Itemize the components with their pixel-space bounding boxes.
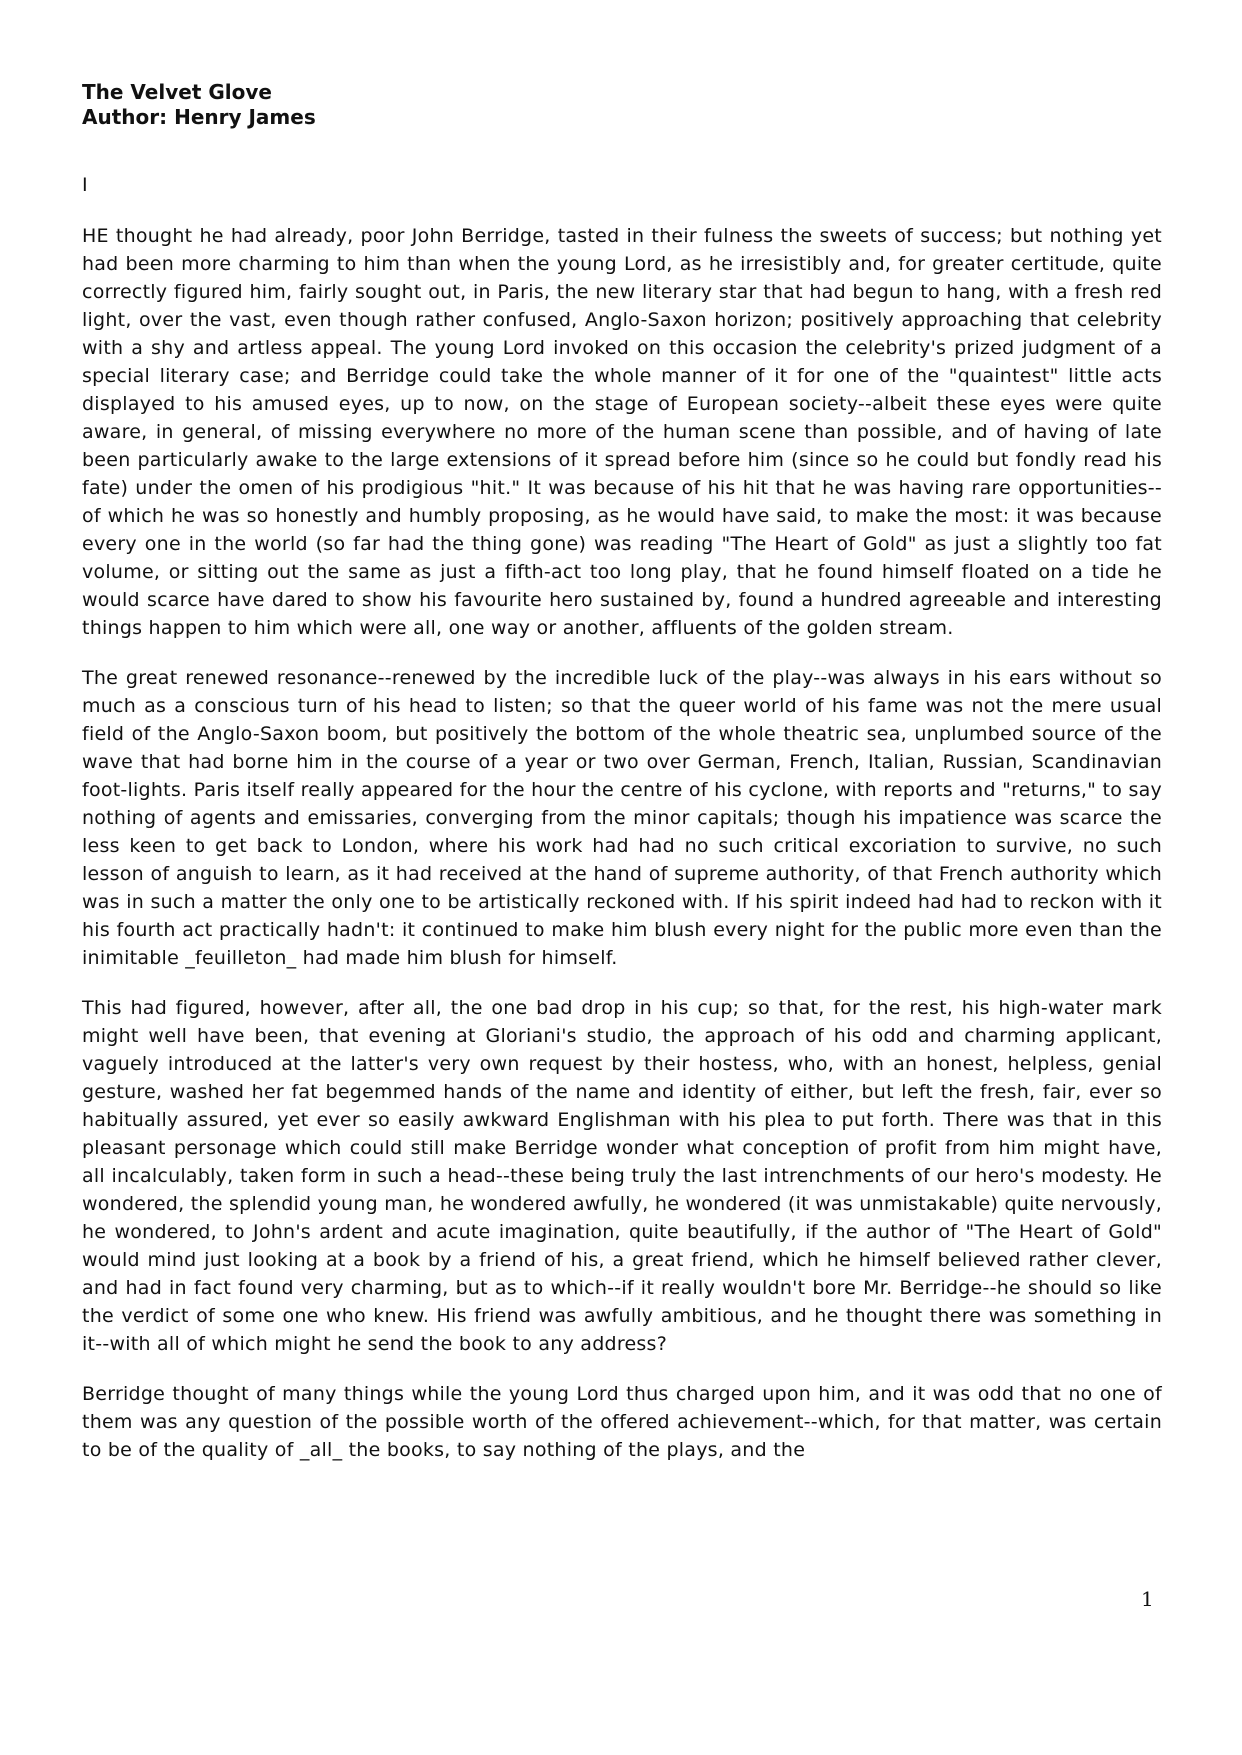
document-page: [82, 80, 1162, 1461]
paragraph: HE thought he had already, poor John Berridge, tasted in their fulness the sweets of success; but nothing yet had been more charming to him than when the young Lord, as he irresistibly and, for greater certitude, quite correctly figured him, fairly sought out, in Paris, the new literary star that had begun to hang, with a fresh red light, over the vast, even though rather confused, Anglo-Saxon horizon; positively approaching that celebrity with a shy and artless appeal. The young Lord invoked on this occasion the celebrity's prized judgment of a special literary case; and Berridge could take the whole manner of it for one of the "quaintest" little acts displayed to his amused eyes, up to now, on the stage of European society--albeit these eyes were quite aware, in general, of missing everywhere no more of the human scene than possible, and of having of late been particularly awake to the large extensions of it spread before him (since so he could but fondly read his fate) under the omen of his prodigious "hit." It was because of his hit that he was having rare opportunities--of which he was so honestly and humbly proposing, as he would have said, to make the most: it was because every one in the world (so far had the thing gone) was reading "The Heart of Gold" as just a slightly too fat volume, or sitting out the same as just a fifth-act too long play, that he found himself floated on a tide he would scarce have dared to show his favourite hero sustained by, found a hundred agreeable and interesting things happen to him which were all, one way or another, affluents of the golden stream.: [82, 225, 1162, 639]
paragraph: Berridge thought of many things while the young Lord thus charged upon him, and it was odd that no one of them was any question of the possible worth of the offered achievement--which, for that matter, was certain to be of the quality of _all_ the books, to say nothing of the plays, and the: [82, 1383, 1162, 1461]
page-number: 1: [1141, 1587, 1154, 1611]
paragraph: The great renewed resonance--renewed by the incredible luck of the play--was always in his ears without so much as a conscious turn of his head to listen; so that the queer world of his fame was not the mere usual field of the Anglo-Saxon boom, but positively the bottom of the whole theatric sea, unplumbed source of the wave that had borne him in the course of a year or two over German, French, Italian, Russian, Scandinavian foot-lights. Paris itself really appeared for the hour the centre of his cyclone, with reports and "returns," to say nothing of agents and emissaries, converging from the minor capitals; though his impatience was scarce the less keen to get back to London, where his work had had no such critical excoriation to survive, no such lesson of anguish to learn, as it had received at the hand of supreme authority, of that French authority which was in such a matter the only one to be artistically reckoned with. If his spirit indeed had had to reckon with it his fourth act practically hadn't: it continued to make him blush every night for the public more even than the inimitable _feuilleton_ had made him blush for himself.: [82, 667, 1162, 969]
document-title: The Velvet Glove: [82, 80, 272, 104]
body-text: [82, 222, 1162, 1486]
paragraph: This had figured, however, after all, the one bad drop in his cup; so that, for the rest, his high-water mark might well have been, that evening at Gloriani's studio, the approach of his odd and charming applicant, vaguely introduced at the latter's very own request by their hostess, who, with an honest, helpless, genial gesture, washed her fat begemmed hands of the name and identity of either, but left the fresh, fair, ever so habitually assured, yet ever so easily awkward Englishman with his plea to put forth. There was that in this pleasant personage which could still make Berridge wonder what conception of profit from him might have, all incalculably, taken form in such a head--these being truly the last intrenchments of our hero's modesty. He wondered, the splendid young man, he wondered awfully, he wondered (it was unmistakable) quite nervously, he wondered, to John's ardent and acute imagination, quite beautifully, if the author of "The Heart of Gold" would mind just looking at a book by a friend of his, a great friend, which he himself believed rather clever, and had in fact found very charming, but as to which--if it really wouldn't bore Mr. Berridge--he should so like the verdict of some one who knew. His friend was awfully ambitious, and he thought there was something in it--with all of which might he send the book to any address?: [82, 997, 1162, 1355]
document-author: Author: Henry James: [82, 105, 316, 129]
chapter-heading: I: [82, 174, 88, 196]
